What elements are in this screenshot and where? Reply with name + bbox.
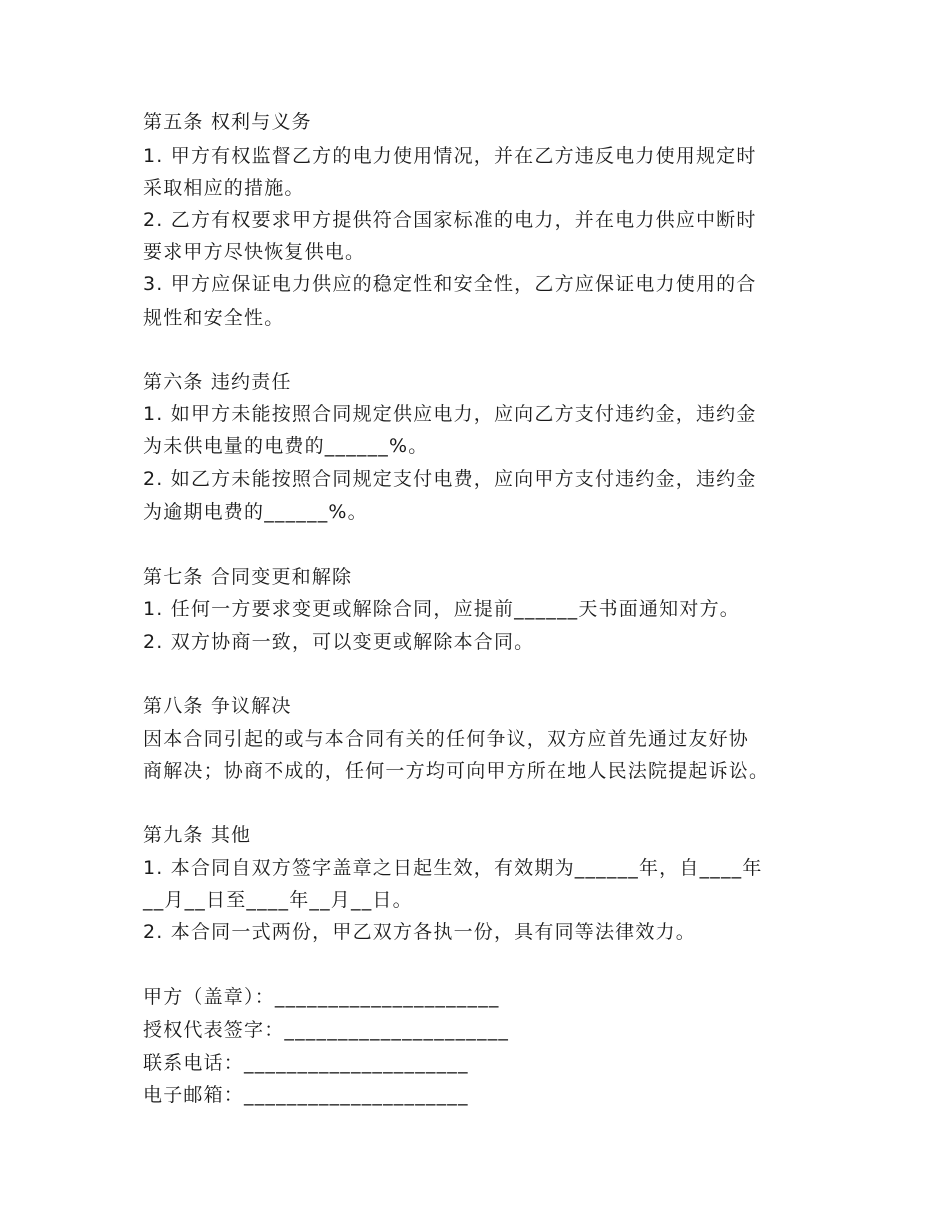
article-5-line-1: 1. 甲方有权监督乙方的电力使用情况，并在乙方违反电力使用规定时: [143, 145, 757, 167]
article-7-heading: 第七条 合同变更和解除: [143, 566, 353, 588]
article-6-line-1: 1. 如甲方未能按照合同规定供应电力，应向乙方支付违约金，违约金: [143, 403, 757, 425]
article-6-line-4: 为逾期电费的______%。: [143, 501, 368, 523]
party-a-seal-field: 甲方（盖章）：_____________________: [143, 986, 500, 1008]
article-9-heading: 第九条 其他: [143, 824, 252, 846]
article-7-line-2: 2. 双方协商一致，可以变更或解除本合同。: [143, 631, 535, 653]
article-6-line-2: 为未供电量的电费的______%。: [143, 435, 429, 457]
article-5-line-5: 3. 甲方应保证电力供应的稳定性和安全性，乙方应保证电力使用的合: [143, 273, 757, 295]
email-field: 电子邮箱：_____________________: [143, 1084, 469, 1106]
article-6-heading: 第六条 违约责任: [143, 371, 292, 393]
article-6-line-3: 2. 如乙方未能按照合同规定支付电费，应向甲方支付违约金，违约金: [143, 468, 757, 490]
article-8-heading: 第八条 争议解决: [143, 695, 292, 717]
article-7-line-1: 1. 任何一方要求变更或解除合同，应提前______天书面通知对方。: [143, 598, 740, 620]
article-5-heading: 第五条 权利与义务: [143, 111, 312, 133]
article-9-line-3: 2. 本合同一式两份，甲乙双方各执一份，具有同等法律效力。: [143, 921, 696, 943]
article-8-line-1: 因本合同引起的或与本合同有关的任何争议，双方应首先通过友好协: [143, 728, 750, 750]
article-8-line-2: 商解决；协商不成的，任何一方均可向甲方所在地人民法院提起诉讼。: [143, 760, 770, 782]
article-5-line-3: 2. 乙方有权要求甲方提供符合国家标准的电力，并在电力供应中断时: [143, 209, 757, 231]
article-5-line-2: 采取相应的措施。: [143, 177, 305, 199]
contact-phone-field: 联系电话：_____________________: [143, 1052, 469, 1074]
article-5-line-6: 规性和安全性。: [143, 307, 285, 329]
article-9-line-2: __月__日至____年__月__日。: [143, 889, 413, 911]
article-9-line-1: 1. 本合同自双方签字盖章之日起生效，有效期为______年，自____年: [143, 857, 763, 879]
authorized-signature-field: 授权代表签字：_____________________: [143, 1019, 510, 1041]
article-5-line-4: 要求甲方尽快恢复供电。: [143, 241, 366, 263]
